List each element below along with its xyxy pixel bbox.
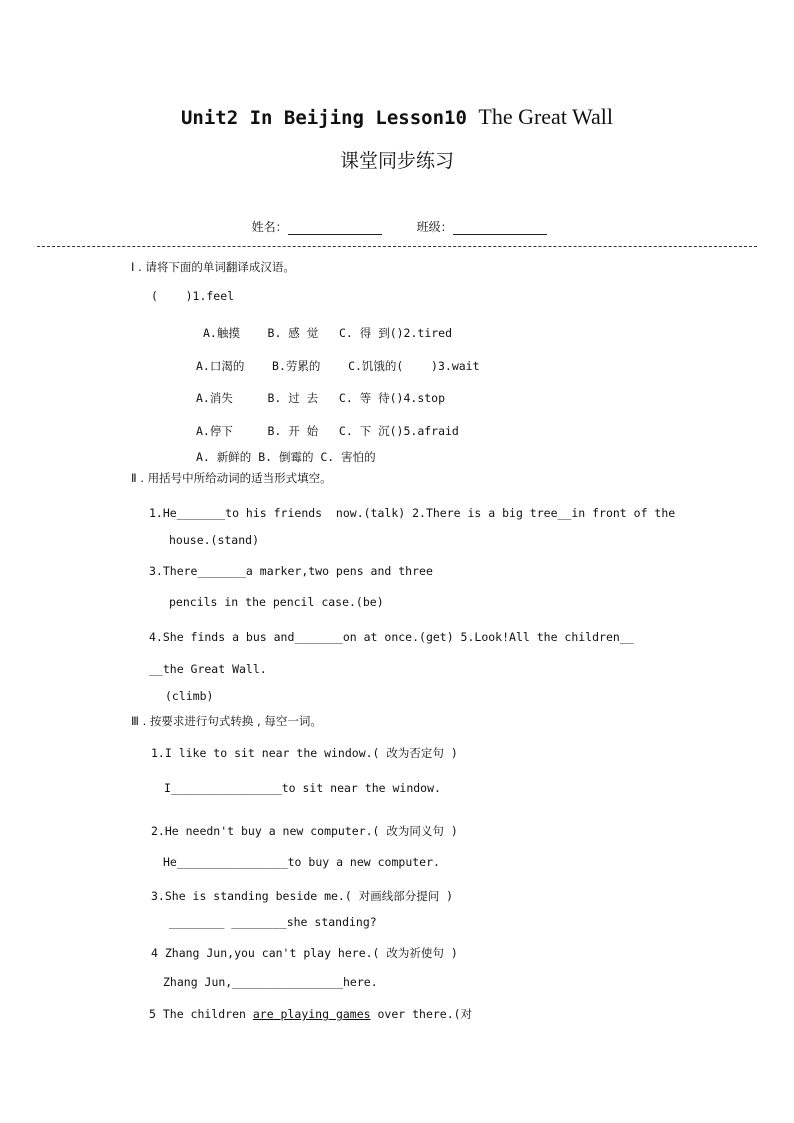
section3-line: ________ ________she standing? xyxy=(169,915,377,929)
section3-line: 1.I like to sit near the window.( 改为否定句 ) xyxy=(151,746,458,760)
name-label: 姓名： xyxy=(251,220,288,234)
section2-line: 4.She finds a bus and_______on at once.(get) 5.Look!All the children__ xyxy=(149,630,634,644)
name-blank[interactable] xyxy=(288,222,382,235)
class-field[interactable] xyxy=(409,204,547,235)
name-field[interactable] xyxy=(244,204,382,235)
section3-line: 4 Zhang Jun,you can't play here.( 改为祈使句 ) xyxy=(151,946,458,960)
section3-line: 2.He needn't buy a new computer.( 改为同义句 ) xyxy=(151,824,458,838)
underlined-phrase: are playing games xyxy=(252,1007,371,1021)
section2-heading: Ⅱ . 用括号中所给动词的适当形式填空。 xyxy=(131,471,332,485)
section2-line: 1.He_______to his friends now.(talk) 2.There is a big tree__in front of the xyxy=(149,506,676,520)
class-label: 班级： xyxy=(416,220,453,234)
title-topic: The Great Wall xyxy=(478,104,614,129)
section2-line: pencils in the pencil case.(be) xyxy=(169,595,384,609)
section1-line: A.消失 B. 过 去 C. 等 待()4.stop xyxy=(196,391,446,405)
section1-line: A.停下 B. 开 始 C. 下 沉()5.afraid xyxy=(196,424,459,438)
divider xyxy=(37,246,757,247)
section2-line: __the Great Wall. xyxy=(149,662,267,676)
section3-line: 3.She is standing beside me.( 对画线部分提问 ) xyxy=(151,889,454,903)
section3-line: He________________to buy a new computer. xyxy=(163,855,440,869)
page-title xyxy=(0,104,794,130)
section3-last-line xyxy=(149,1006,472,1022)
page-subtitle: 课堂同步练习 xyxy=(339,150,454,172)
section3-line: I________________to sit near the window. xyxy=(164,781,441,795)
section2-line: 3.There_______a marker,two pens and three xyxy=(149,564,433,578)
section1-line: A.触摸 B. 感 觉 C. 得 到()2.tired xyxy=(203,326,453,340)
last-line-suffix: over there.(对 xyxy=(370,1007,473,1021)
section3-heading: Ⅲ . 按要求进行句式转换 , 每空一词。 xyxy=(131,714,322,728)
section3-line: Zhang Jun,________________here. xyxy=(163,975,378,989)
last-line-prefix: 5 The children xyxy=(149,1007,253,1021)
class-blank[interactable] xyxy=(453,222,547,235)
section2-line: house.(stand) xyxy=(169,533,260,547)
section1-line: A.口渴的 B.劳累的 C.饥饿的( )3.wait xyxy=(196,359,480,373)
section1-line: ( )1.feel xyxy=(151,289,235,303)
section1-heading: Ⅰ . 请将下面的单词翻译成汉语。 xyxy=(131,260,295,274)
title-unit-lesson: Unit2 In Beijing Lesson10 xyxy=(180,107,479,129)
section2-line: (climb) xyxy=(165,689,214,703)
section1-line: A. 新鲜的 B. 倒霉的 C. 害怕的 xyxy=(196,450,376,464)
